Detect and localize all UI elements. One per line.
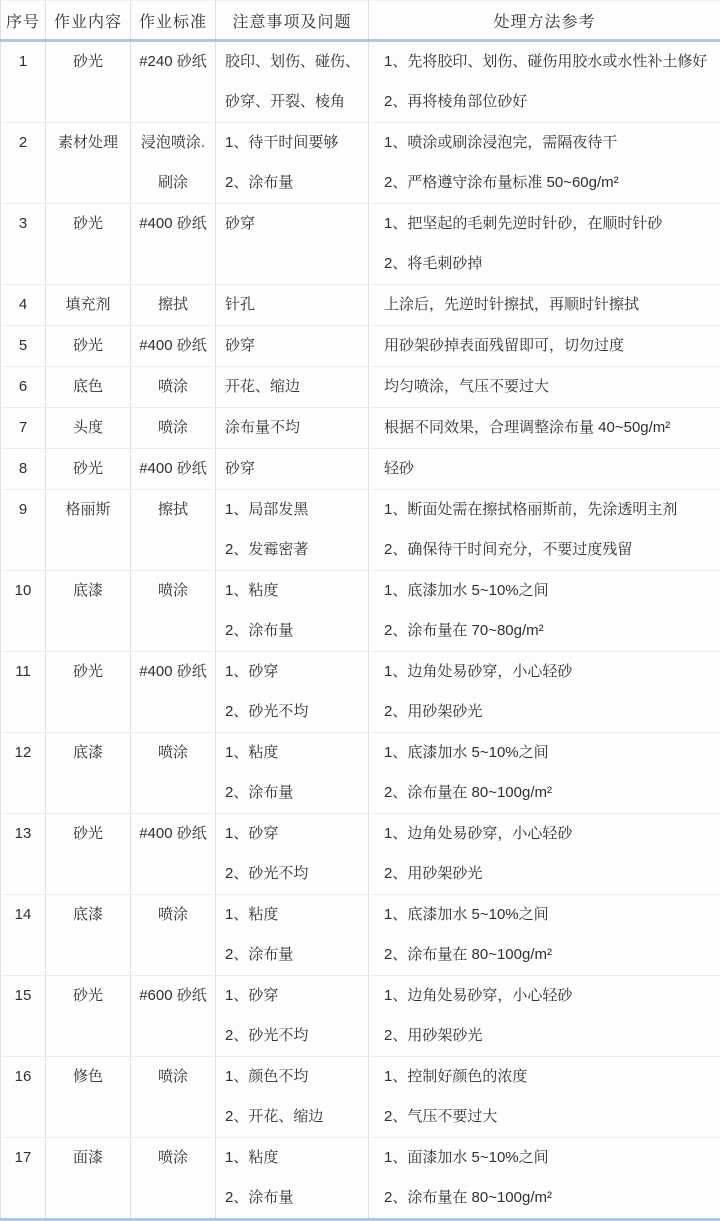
- method-line: 1、底漆加水 5~10%之间: [384, 582, 549, 599]
- cell-standard: 喷涂: [131, 1138, 216, 1220]
- note-line: 砂穿: [225, 460, 256, 477]
- cell-methods: [369, 41, 720, 123]
- cell-content: 底漆: [46, 733, 131, 814]
- cell-standard: 喷涂: [131, 571, 216, 652]
- cell-notes: [216, 490, 369, 571]
- cell-no: 10: [1, 571, 46, 652]
- method-line: 2、用砂架砂光: [384, 865, 483, 882]
- method-line: 1、断面处需在擦拭格丽斯前，先涂透明主剂: [384, 501, 678, 518]
- cell-notes: [216, 449, 369, 490]
- method-line: 均匀喷涂，气压不要过大: [384, 378, 550, 395]
- table-row: [1, 367, 720, 408]
- cell-content: 底漆: [46, 895, 131, 976]
- cell-methods: [369, 490, 720, 571]
- note-line: 2、涂布量: [225, 622, 294, 639]
- cell-content: 面漆: [46, 1138, 131, 1220]
- cell-notes: [216, 571, 369, 652]
- cell-methods: [369, 976, 720, 1057]
- cell-no: 1: [1, 41, 46, 123]
- cell-content: 砂光: [46, 652, 131, 733]
- cell-standard: 浸泡喷涂.刷涂: [131, 123, 216, 204]
- method-line: 1、控制好颜色的浓度: [384, 1068, 528, 1085]
- table-row: [1, 326, 720, 367]
- cell-standard: 擦拭: [131, 490, 216, 571]
- note-line: 1、粘度: [225, 906, 279, 923]
- cell-methods: [369, 367, 720, 408]
- table-row: [1, 1138, 720, 1220]
- cell-standard: 喷涂: [131, 1057, 216, 1138]
- note-line: 2、涂布量: [225, 174, 294, 191]
- note-line: 开花、缩边: [225, 378, 301, 395]
- note-line: 2、涂布量: [225, 784, 294, 801]
- header-cell-methods: 处理方法参考: [369, 1, 720, 41]
- cell-content: 砂光: [46, 326, 131, 367]
- cell-notes: [216, 733, 369, 814]
- method-line: 2、涂布量在 70~80g/m²: [384, 622, 544, 639]
- table-row: [1, 976, 720, 1057]
- cell-notes: [216, 814, 369, 895]
- table-row: [1, 408, 720, 449]
- cell-notes: [216, 367, 369, 408]
- cell-notes: [216, 895, 369, 976]
- cell-standard: 喷涂: [131, 733, 216, 814]
- header-cell-notes: 注意事项及问题: [216, 1, 369, 41]
- cell-notes: [216, 285, 369, 326]
- cell-standard: #400 砂纸: [131, 449, 216, 490]
- note-line: 涂布量不均: [225, 419, 301, 436]
- method-line: 2、气压不要过大: [384, 1108, 498, 1125]
- method-line: 2、用砂架砂光: [384, 703, 483, 720]
- cell-methods: [369, 652, 720, 733]
- cell-standard: #600 砂纸: [131, 976, 216, 1057]
- cell-notes: [216, 1138, 369, 1220]
- cell-no: 7: [1, 408, 46, 449]
- cell-content: 砂光: [46, 814, 131, 895]
- cell-content: 底色: [46, 367, 131, 408]
- method-line: 2、再将棱角部位砂好: [384, 93, 528, 110]
- cell-methods: [369, 571, 720, 652]
- cell-no: 17: [1, 1138, 46, 1220]
- cell-methods: [369, 895, 720, 976]
- note-line: 2、砂光不均: [225, 865, 309, 882]
- cell-content: 头度: [46, 408, 131, 449]
- note-line: 1、粘度: [225, 744, 279, 761]
- table-row: [1, 204, 720, 285]
- cell-methods: [369, 285, 720, 326]
- cell-no: 12: [1, 733, 46, 814]
- cell-methods: [369, 449, 720, 490]
- header-row: [1, 1, 720, 41]
- cell-content: 砂光: [46, 976, 131, 1057]
- note-line: 1、粘度: [225, 1149, 279, 1166]
- cell-content: 底漆: [46, 571, 131, 652]
- table-row: [1, 895, 720, 976]
- cell-notes: [216, 408, 369, 449]
- cell-notes: [216, 123, 369, 204]
- method-line: 根据不同效果，合理调整涂布量 40~50g/m²: [384, 419, 671, 436]
- method-line: 2、涂布量在 80~100g/m²: [384, 1189, 552, 1206]
- method-line: 1、边角处易砂穿，小心轻砂: [384, 663, 573, 680]
- method-line: 2、严格遵守涂布量标准 50~60g/m²: [384, 174, 619, 191]
- cell-methods: [369, 1138, 720, 1220]
- note-line: 1、局部发黑: [225, 501, 309, 518]
- method-line: 1、把坚起的毛刺先逆时针砂，在顺时针砂: [384, 215, 663, 232]
- note-line: 1、砂穿: [225, 663, 279, 680]
- cell-standard: 喷涂: [131, 408, 216, 449]
- cell-no: 5: [1, 326, 46, 367]
- note-line: 针孔: [225, 296, 256, 313]
- note-line: 1、粘度: [225, 582, 279, 599]
- cell-no: 4: [1, 285, 46, 326]
- method-line: 1、面漆加水 5~10%之间: [384, 1149, 549, 1166]
- note-line: 砂穿: [225, 215, 256, 232]
- cell-no: 9: [1, 490, 46, 571]
- note-line: 2、砂光不均: [225, 1027, 309, 1044]
- cell-content: 砂光: [46, 41, 131, 123]
- note-line: 1、砂穿: [225, 825, 279, 842]
- cell-content: 砂光: [46, 204, 131, 285]
- cell-methods: [369, 204, 720, 285]
- method-line: 1、喷涂或刷涂浸泡完，需隔夜待干: [384, 134, 618, 151]
- cell-content: 素材处理: [46, 123, 131, 204]
- note-line: 2、砂光不均: [225, 703, 309, 720]
- header-cell-content: 作业内容: [46, 1, 131, 41]
- cell-methods: [369, 1057, 720, 1138]
- note-line: 2、涂布量: [225, 946, 294, 963]
- note-line: 胶印、划伤、碰伤、砂穿、开裂、棱角: [225, 53, 361, 110]
- note-line: 1、颜色不均: [225, 1068, 309, 1085]
- cell-standard: #240 砂纸: [131, 41, 216, 123]
- cell-notes: [216, 652, 369, 733]
- method-line: 2、将毛刺砂掉: [384, 255, 483, 272]
- cell-no: 16: [1, 1057, 46, 1138]
- method-line: 1、边角处易砂穿，小心轻砂: [384, 987, 573, 1004]
- cell-methods: [369, 326, 720, 367]
- cell-standard: #400 砂纸: [131, 204, 216, 285]
- cell-methods: [369, 733, 720, 814]
- cell-no: 13: [1, 814, 46, 895]
- cell-standard: 喷涂: [131, 895, 216, 976]
- cell-standard: 擦拭: [131, 285, 216, 326]
- cell-notes: [216, 1057, 369, 1138]
- method-line: 2、涂布量在 80~100g/m²: [384, 946, 552, 963]
- header-cell-no: 序号: [1, 1, 46, 41]
- method-line: 上涂后，先逆时针擦拭，再顺时针擦拭: [384, 296, 640, 313]
- method-line: 1、底漆加水 5~10%之间: [384, 744, 549, 761]
- table-row: [1, 733, 720, 814]
- cell-no: 11: [1, 652, 46, 733]
- cell-standard: 喷涂: [131, 367, 216, 408]
- cell-notes: [216, 976, 369, 1057]
- cell-methods: [369, 123, 720, 204]
- cell-no: 2: [1, 123, 46, 204]
- table-row: [1, 285, 720, 326]
- table-row: [1, 41, 720, 123]
- table-row: [1, 123, 720, 204]
- note-line: 1、砂穿: [225, 987, 279, 1004]
- cell-no: 15: [1, 976, 46, 1057]
- method-line: 2、用砂架砂光: [384, 1027, 483, 1044]
- method-line: 2、确保待干时间充分，不要过度残留: [384, 541, 633, 558]
- cell-content: 修色: [46, 1057, 131, 1138]
- note-line: 砂穿: [225, 337, 256, 354]
- table-row: [1, 490, 720, 571]
- cell-standard: #400 砂纸: [131, 814, 216, 895]
- note-line: 2、发霉密著: [225, 541, 309, 558]
- cell-standard: #400 砂纸: [131, 652, 216, 733]
- table-row: [1, 652, 720, 733]
- cell-content: 格丽斯: [46, 490, 131, 571]
- note-line: 1、待干时间要够: [225, 134, 339, 151]
- table-body: [1, 41, 720, 1220]
- table-row: [1, 449, 720, 490]
- cell-notes: [216, 326, 369, 367]
- cell-notes: [216, 204, 369, 285]
- cell-content: 填充剂: [46, 285, 131, 326]
- cell-notes: [216, 41, 369, 123]
- cell-no: 8: [1, 449, 46, 490]
- note-line: 2、开花、缩边: [225, 1108, 324, 1125]
- method-line: 轻砂: [384, 460, 415, 477]
- method-line: 2、涂布量在 80~100g/m²: [384, 784, 552, 801]
- cell-no: 3: [1, 204, 46, 285]
- table-row: [1, 814, 720, 895]
- table-row: [1, 571, 720, 652]
- method-line: 1、底漆加水 5~10%之间: [384, 906, 549, 923]
- cell-content: 砂光: [46, 449, 131, 490]
- method-line: 1、边角处易砂穿，小心轻砂: [384, 825, 573, 842]
- cell-methods: [369, 408, 720, 449]
- cell-no: 6: [1, 367, 46, 408]
- method-line: 1、先将胶印、划伤、碰伤用胶水或水性补土修好: [384, 53, 708, 70]
- cell-methods: [369, 814, 720, 895]
- note-line: 2、涂布量: [225, 1189, 294, 1206]
- method-line: 用砂架砂掉表面残留即可，切勿过度: [384, 337, 625, 354]
- table-row: [1, 1057, 720, 1138]
- header-cell-standard: 作业标准: [131, 1, 216, 41]
- cell-no: 14: [1, 895, 46, 976]
- cell-standard: #400 砂纸: [131, 326, 216, 367]
